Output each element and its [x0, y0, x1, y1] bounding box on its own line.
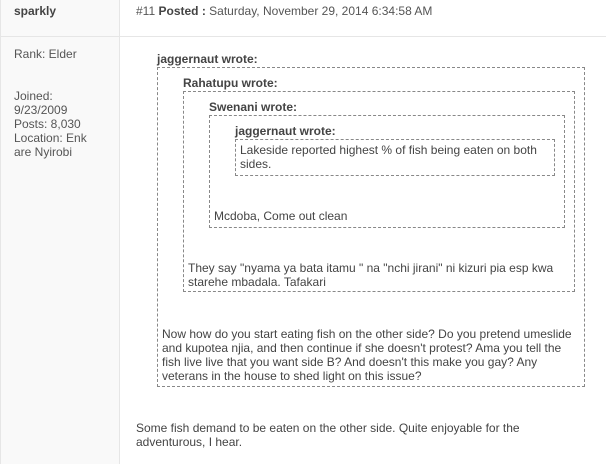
author-panel: [1, 0, 120, 464]
author-rank: Rank: Elder: [14, 47, 77, 61]
quote-inner-author: jaggernaut wrote:: [235, 124, 336, 138]
quote-third-author: Swenani wrote:: [209, 100, 298, 114]
quote-second-text: They say "nyama ya bata itamu " na "nchi jirani" ni kizuri pia esp kwa starehe mbadala. Tafakari: [188, 261, 554, 289]
quote-inner-text: Lakeside reported highest % of fish being eaten on both sides.: [240, 143, 537, 171]
author-username[interactable]: sparkly: [14, 4, 57, 18]
author-details: [14, 89, 104, 159]
quote-second-author: Rahatupu wrote:: [183, 76, 278, 90]
joined-date: 9/23/2009: [14, 103, 68, 117]
quote-outer-author: jaggernaut wrote:: [157, 52, 258, 66]
post-header: [136, 4, 432, 18]
post-date: Saturday, November 29, 2014 6:34:58 AM: [209, 4, 433, 18]
post-number-link[interactable]: #11: [136, 4, 156, 18]
author-location: Location: Enk are Nyirobi: [14, 131, 87, 159]
quote-outer-text: Now how do you start eating fish on the other side? Do you pretend umeslide and kupotea njia, and then continue if she doesn't protest? Ama you tell the fish live live that you want side B? And doesn't this make you gay? Any veterans in the house to shed light on this issue?: [162, 327, 572, 383]
posted-label: Posted :: [158, 4, 206, 18]
joined-label: Joined:: [14, 89, 53, 103]
quote-third-text: Mcdoba, Come out clean: [214, 209, 348, 223]
post-body: Some fish demand to be eaten on the other side. Quite enjoyable for the adventurous, I hear.: [136, 421, 520, 449]
post-count: Posts: 8,030: [14, 117, 81, 131]
